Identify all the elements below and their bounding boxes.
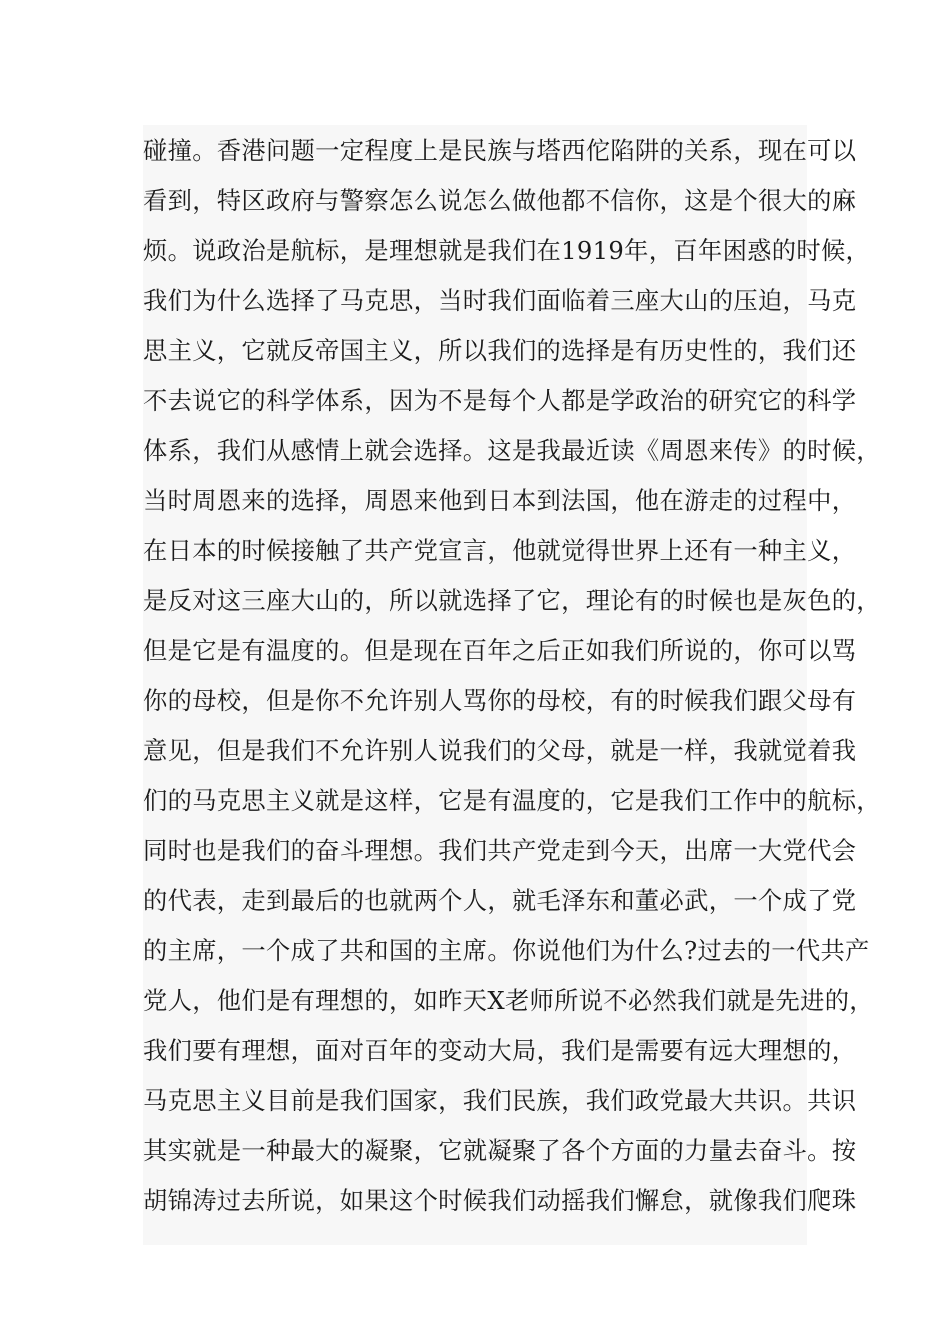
paragraph-line: 我们要有理想，面对百年的变动大局，我们是需要有远大理想的， [143,1036,857,1065]
paragraph-line: 马克思主义目前是我们国家，我们民族，我们政党最大共识。共识 [143,1086,857,1115]
paragraph-line: 但是它是有温度的。但是现在百年之后正如我们所说的，你可以骂 [143,636,857,665]
paragraph-line: 同时也是我们的奋斗理想。我们共产党走到今天，出席一大党代会 [143,836,857,865]
paragraph-line: 碰撞。香港问题一定程度上是民族与塔西佗陷阱的关系，现在可以 [143,136,857,165]
paragraph-line: 当时周恩来的选择，周恩来他到日本到法国，他在游走的过程中， [143,486,857,515]
paragraph-line: 看到，特区政府与警察怎么说怎么做他都不信你，这是个很大的麻 [143,186,857,215]
paragraph-line: 思主义，它就反帝国主义，所以我们的选择是有历史性的，我们还 [143,336,857,365]
paragraph-line: 你的母校，但是你不允许别人骂你的母校，有的时候我们跟父母有 [143,686,857,715]
paragraph-line: 烦。说政治是航标，是理想就是我们在1919年，百年困惑的时候， [143,236,871,265]
paragraph-line: 不去说它的科学体系，因为不是每个人都是学政治的研究它的科学 [143,386,857,415]
paragraph-line: 体系，我们从感情上就会选择。这是我最近读《周恩来传》的时候， [143,436,881,465]
paragraph-line: 的主席，一个成了共和国的主席。你说他们为什么?过去的一代共产 [143,936,870,965]
paragraph-line: 党人，他们是有理想的，如昨天X老师所说不必然我们就是先进的， [143,986,874,1015]
paragraph-line: 的代表，走到最后的也就两个人，就毛泽东和董必武，一个成了党 [143,886,857,915]
paragraph-line: 胡锦涛过去所说，如果这个时候我们动摇我们懈怠，就像我们爬珠 [143,1186,857,1215]
paragraph-line: 意见，但是我们不允许别人说我们的父母，就是一样，我就觉着我 [143,736,857,765]
body-paragraph [143,125,881,1245]
paragraph-line: 是反对这三座大山的，所以就选择了它，理论有的时候也是灰色的， [143,586,881,615]
paragraph-line: 们的马克思主义就是这样，它是有温度的，它是我们工作中的航标， [143,786,881,815]
paragraph-line: 我们为什么选择了马克思，当时我们面临着三座大山的压迫，马克 [143,286,857,315]
paragraph-line: 在日本的时候接触了共产党宣言，他就觉得世界上还有一种主义， [143,536,857,565]
paragraph-line: 其实就是一种最大的凝聚，它就凝聚了各个方面的力量去奋斗。按 [143,1136,857,1165]
